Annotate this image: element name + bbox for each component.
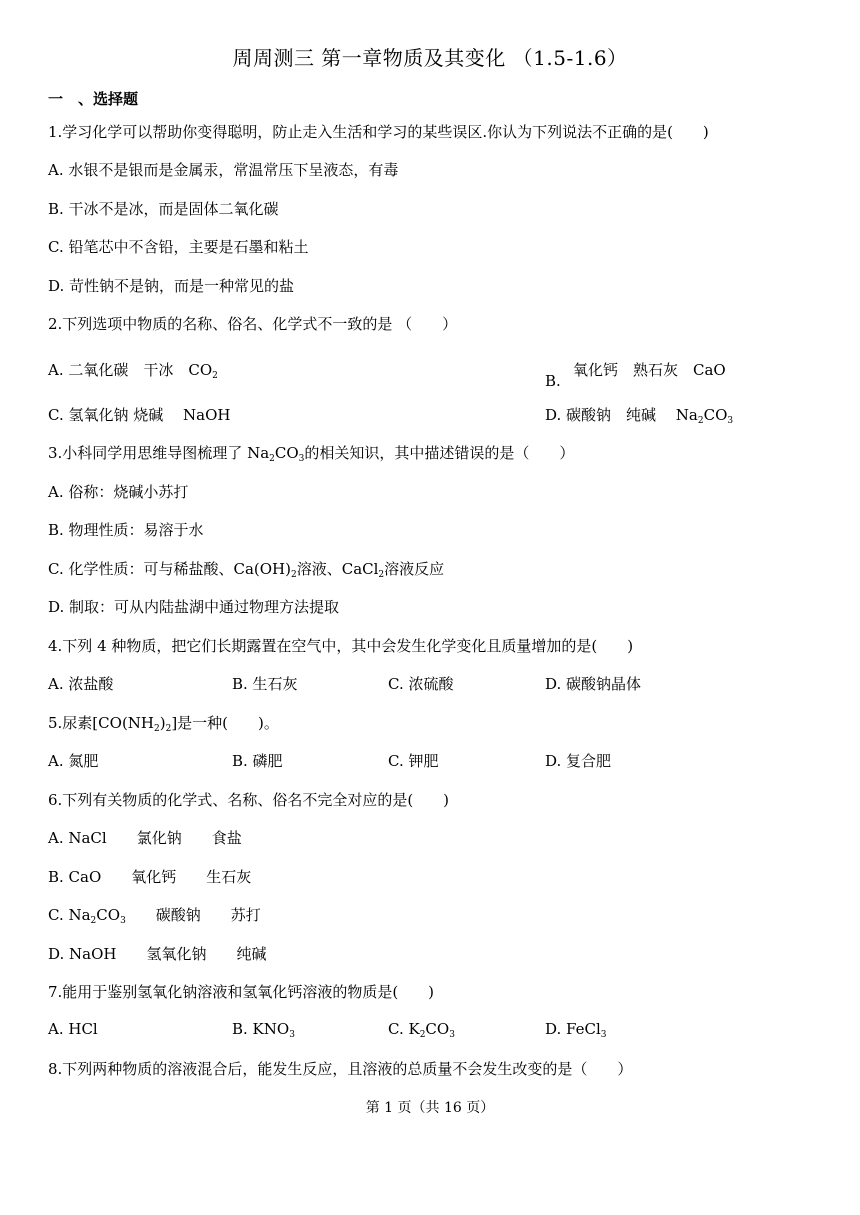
question-1-option-b: B. 干冰不是冰，而是固体二氧化碳 — [48, 200, 279, 218]
question-3-option-b: B. 物理性质：易溶于水 — [48, 521, 204, 539]
question-2-stem: 2.下列选项中物质的名称、俗名、化学式不一致的是 （ ） — [48, 315, 458, 333]
question-2-option-b: 氧化钙 熟石灰 CaO — [573, 361, 726, 379]
question-6-stem: 6.下列有关物质的化学式、名称、俗名不完全对应的是( ) — [48, 791, 450, 809]
question-5-stem: 5.尿素$[CO(NH_2)_2]$是一种( )。 — [48, 714, 279, 734]
question-5-option-b: B. 磷肥 — [232, 752, 283, 770]
question-6-option-b: B. CaO 氧化钙 生石灰 — [48, 868, 252, 886]
question-4-option-c: C. 浓硫酸 — [388, 675, 454, 693]
question-5-option-d: D. 复合肥 — [545, 752, 612, 770]
section-heading: 一 、选择题 — [48, 90, 139, 108]
question-1-option-c: C. 铅笔芯中不含铅，主要是石墨和粘土 — [48, 238, 309, 256]
question-5-option-a: A. 氮肥 — [48, 752, 99, 770]
question-5-option-c: C. 钾肥 — [388, 752, 439, 770]
question-7-option-c: C. $K_2CO_3$ — [388, 1020, 455, 1040]
page-footer: 第 1 页（共 16 页） — [365, 1100, 495, 1116]
question-7-stem: 7.能用于鉴别氢氧化钠溶液和氢氧化钙溶液的物质是( ) — [48, 983, 435, 1001]
question-1-stem: 1.学习化学可以帮助你变得聪明，防止走入生活和学习的某些误区.你认为下列说法不正确的是( ) — [48, 123, 709, 141]
question-7-option-b: B. $KNO_3$ — [232, 1020, 295, 1040]
question-2-option-a: A. 二氧化碳 干冰 $CO_2$ — [48, 361, 218, 381]
question-3-option-a: A. 俗称：烧碱小苏打 — [48, 483, 189, 501]
question-3-option-c: C. 化学性质：可与稀盐酸、$Ca(OH)_2$溶液、CaCl$_2$溶液反应 — [48, 560, 445, 580]
question-4-stem: 4.下列 4 种物质，把它们长期露置在空气中，其中会发生化学变化且质量增加的是( ) — [48, 637, 634, 655]
question-1-option-a: A. 水银不是银而是金属汞，常温常压下呈液态，有毒 — [48, 161, 399, 179]
question-7-option-a: A. HCl — [48, 1020, 98, 1038]
question-1-option-d: D. 苛性钠不是钠，而是一种常见的盐 — [48, 277, 295, 295]
question-4-option-b: B. 生石灰 — [232, 675, 298, 693]
question-7-option-d: D. FeCl$_3$ — [545, 1020, 607, 1040]
question-6-option-a: A. NaCl 氯化钠 食盐 — [48, 829, 242, 847]
question-2-option-c: C. 氢氧化钠 烧碱 NaOH — [48, 406, 231, 424]
question-6-option-c: C. $Na_2CO_3$ 碳酸钠 苏打 — [48, 906, 261, 926]
page-title: 周周测三 第一章物质及其变化 （1.5-1.6） — [232, 46, 628, 70]
question-8-stem: 8.下列两种物质的溶液混合后，能发生反应，且溶液的总质量不会发生改变的是（ ） — [48, 1060, 633, 1078]
question-3-stem: 3.小科同学用思维导图梳理了 $Na_2CO_3$的相关知识，其中描述错误的是（ ） — [48, 444, 575, 464]
question-3-option-d: D. 制取：可从内陆盐湖中通过物理方法提取 — [48, 598, 340, 616]
question-6-option-d: D. NaOH 氢氧化钠 纯碱 — [48, 945, 267, 963]
question-4-option-a: A. 浓盐酸 — [48, 675, 114, 693]
question-4-option-d: D. 碳酸钠晶体 — [545, 675, 642, 693]
question-2-option-d: D. 碳酸钠 纯碱 $Na_2CO_3$ — [545, 406, 734, 426]
question-2-option-b-letter: B. — [545, 372, 561, 390]
